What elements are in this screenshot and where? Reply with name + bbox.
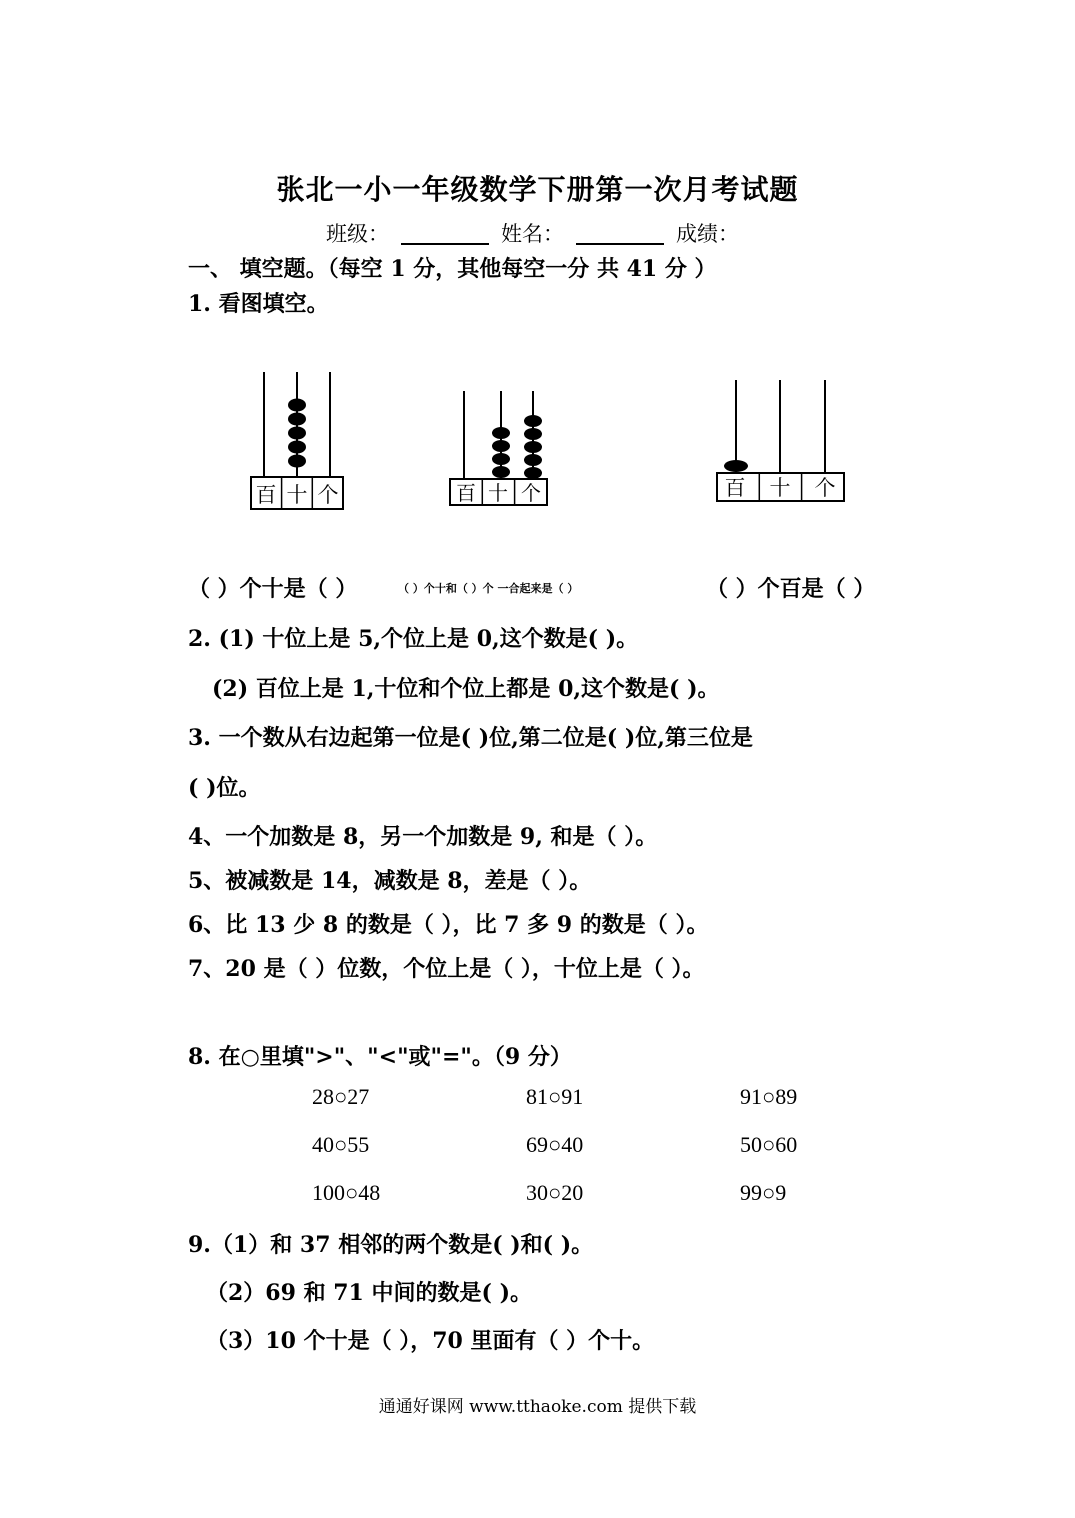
abacus-3-ones-label: 个 <box>814 476 836 500</box>
score-label: 成绩： <box>676 222 739 246</box>
question-9-1: 9.（1）和 37 相邻的两个数是( )和( )。 <box>188 1232 594 1258</box>
class-blank[interactable] <box>401 243 489 245</box>
abacus-2-hundreds-label: 百 <box>456 481 476 505</box>
footer-credit: 通通好课网 www.tthaoke.com 提供下载 <box>378 1397 697 1417</box>
question-9-3: （3）10 个十是（ ），70 里面有（ ）个十。 <box>206 1328 655 1354</box>
question-2-2: (2) 百位上是 1,十位和个位上都是 0,这个数是( )。 <box>212 676 720 702</box>
abacus-3 <box>713 377 849 507</box>
question-9-2: （2）69 和 71 中间的数是( )。 <box>206 1280 532 1306</box>
abacus-2-ones-beads <box>524 415 542 479</box>
compare-item: 30○20 <box>526 1180 584 1205</box>
abacus-1-ones-label: 个 <box>317 483 339 507</box>
abacus-1-hundreds-label: 百 <box>255 483 277 507</box>
question-3-line1: 3. 一个数从右边起第一位是( )位,第二位是( )位,第三位是 <box>188 725 753 751</box>
abacus-1-tens-label: 十 <box>286 483 308 507</box>
compare-item: 91○89 <box>740 1084 798 1109</box>
abacus-2 <box>444 388 554 510</box>
class-label: 班级： <box>326 222 389 246</box>
compare-item: 50○60 <box>740 1132 798 1157</box>
section-heading: 一、 填空题。（每空 1 分，其他每空一分 共 41 分 ） <box>188 256 717 282</box>
q1-blank-c: （ ）个百是（ ） <box>706 576 876 602</box>
question-5: 5、被减数是 14，减数是 8，差是（ ）。 <box>188 868 592 894</box>
question-2-1: 2. (1) 十位上是 5,个位上是 0,这个数是( )。 <box>188 626 639 652</box>
abacus-1-tens-beads <box>288 399 306 468</box>
q1-blank-b: （ ）个十和（ ）个 一合起来是（ ） <box>398 582 579 595</box>
abacus-3-hundreds-beads <box>724 460 748 472</box>
student-info-row <box>326 218 739 248</box>
compare-item: 99○9 <box>740 1180 787 1205</box>
question-3-line2: ( )位。 <box>188 775 261 801</box>
name-blank[interactable] <box>576 243 664 245</box>
question-6: 6、比 13 少 8 的数是（ ），比 7 多 9 的数是（ ）。 <box>188 912 709 938</box>
compare-item: 40○55 <box>312 1132 370 1157</box>
compare-item: 28○27 <box>312 1084 370 1109</box>
compare-item: 100○48 <box>312 1180 381 1205</box>
q1-blank-a: （ ）个十是（ ） <box>188 576 358 602</box>
abacus-3-hundreds-label: 百 <box>724 476 746 500</box>
compare-item: 69○40 <box>526 1132 584 1157</box>
abacus-1 <box>245 368 350 513</box>
question-1: 1. 看图填空。 <box>188 291 329 317</box>
name-label: 姓名： <box>501 222 564 246</box>
abacus-2-tens-label: 十 <box>488 481 508 505</box>
abacus-2-ones-label: 个 <box>521 481 541 505</box>
question-4: 4、一个加数是 8，另一个加数是 9, 和是（ ）。 <box>188 824 658 850</box>
page-title: 张北一小一年级数学下册第一次月考试题 <box>276 173 799 206</box>
question-8: 8. 在○里填">"、"<"或"="。（9 分） <box>188 1044 572 1070</box>
abacus-3-tens-label: 十 <box>769 476 791 500</box>
compare-item: 81○91 <box>526 1084 584 1109</box>
question-7: 7、20 是（ ）位数，个位上是（ ），十位上是（ ）。 <box>188 956 705 982</box>
